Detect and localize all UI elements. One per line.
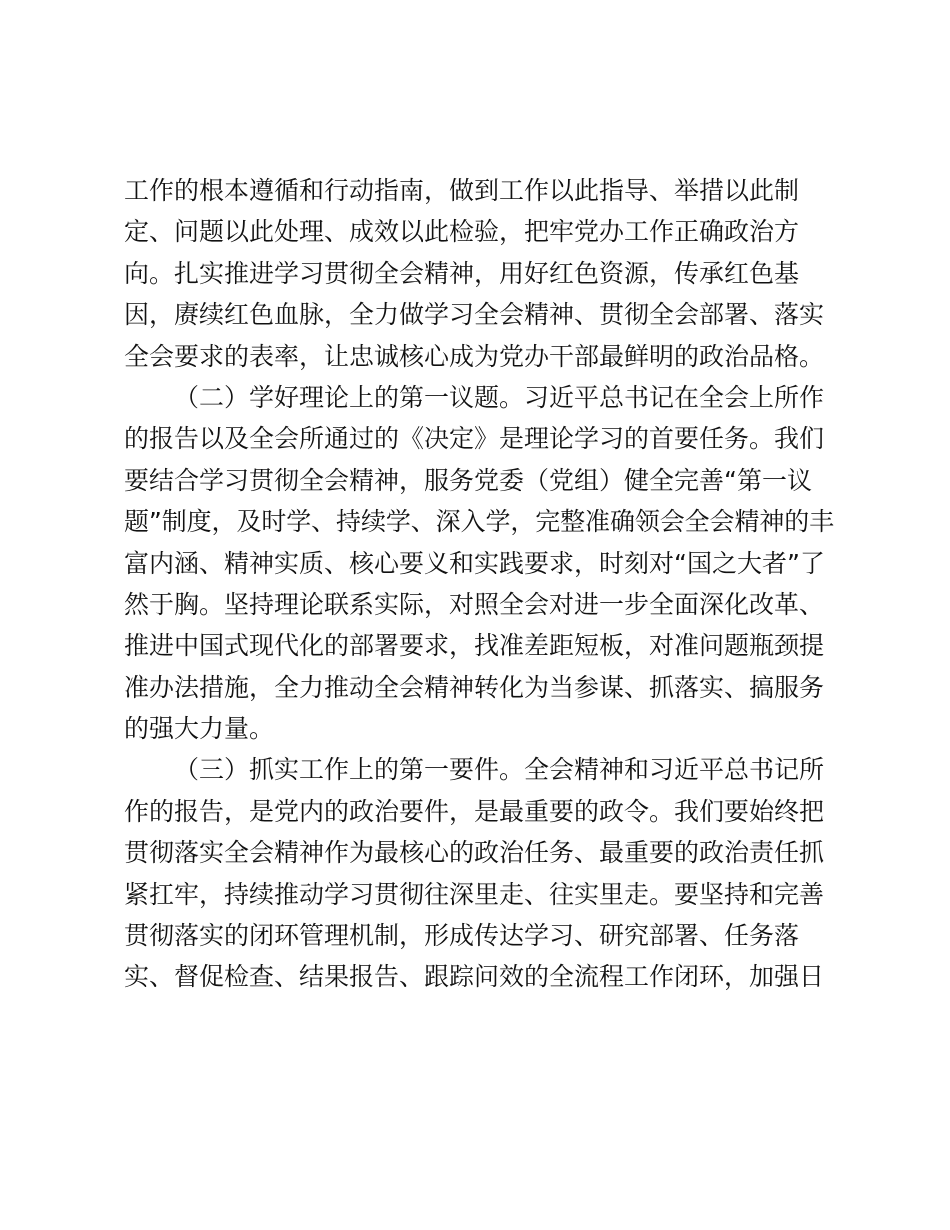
text-line: 工作的根本遵循和行动指南，做到工作以此指导、举措以此制 (124, 176, 800, 205)
text-line: 全会要求的表率，让忠诚核心成为党办干部最鲜明的政治品格。 (124, 341, 825, 371)
text-line: 准办法措施，全力推动全会精神转化为当参谋、抓落实、搞服务 (124, 672, 825, 702)
text-line: 要结合学习贯彻全会精神，服务党委（党组）健全完善“第一议 (124, 465, 812, 495)
text-line: 然于胸。坚持理论联系实际，对照全会对进一步全面深化改革、 (124, 589, 825, 619)
text-line: 的强大力量。 (124, 714, 275, 744)
text-line: 贯彻落实全会精神作为最核心的政治任务、最重要的政治责任抓 (124, 838, 825, 868)
text-line: 题”制度，及时学、持续学、深入学，完整准确领会全会精神的丰 (124, 507, 835, 537)
text-line: 作的报告，是党内的政治要件，是最重要的政令。我们要始终把 (124, 796, 825, 826)
body-text (124, 170, 834, 998)
text-line: 的报告以及全会所通过的《决定》是理论学习的首要任务。我们 (124, 424, 825, 454)
text-line: 富内涵、精神实质、核心要义和实践要求，时刻对“国之大者”了 (124, 548, 825, 578)
text-line: 紧扛牢，持续推动学习贯彻往深里走、往实里走。要坚持和完善 (124, 879, 825, 909)
text-line: 向。扎实推进学习贯彻全会精神，用好红色资源，传承红色基 (124, 258, 800, 288)
text-line: 定、问题以此处理、成效以此检验，把牢党办工作正确政治方 (124, 217, 800, 247)
paragraph-first-line: （三）抓实工作上的第一要件。全会精神和习近平总书记所 (174, 755, 825, 785)
text-line: 贯彻落实的闭环管理机制，形成传达学习、研究部署、任务落 (124, 921, 800, 951)
text-line: 实、督促检查、结果报告、跟踪问效的全流程工作闭环，加强日 (124, 962, 825, 992)
text-line: 推进中国式现代化的部署要求，找准差距短板，对准问题瓶颈提 (124, 631, 825, 661)
paragraph-first-line: （二）学好理论上的第一议题。习近平总书记在全会上所作 (174, 382, 825, 412)
text-line: 因，赓续红色血脉，全力做学习全会精神、贯彻全会部署、落实 (124, 300, 825, 330)
